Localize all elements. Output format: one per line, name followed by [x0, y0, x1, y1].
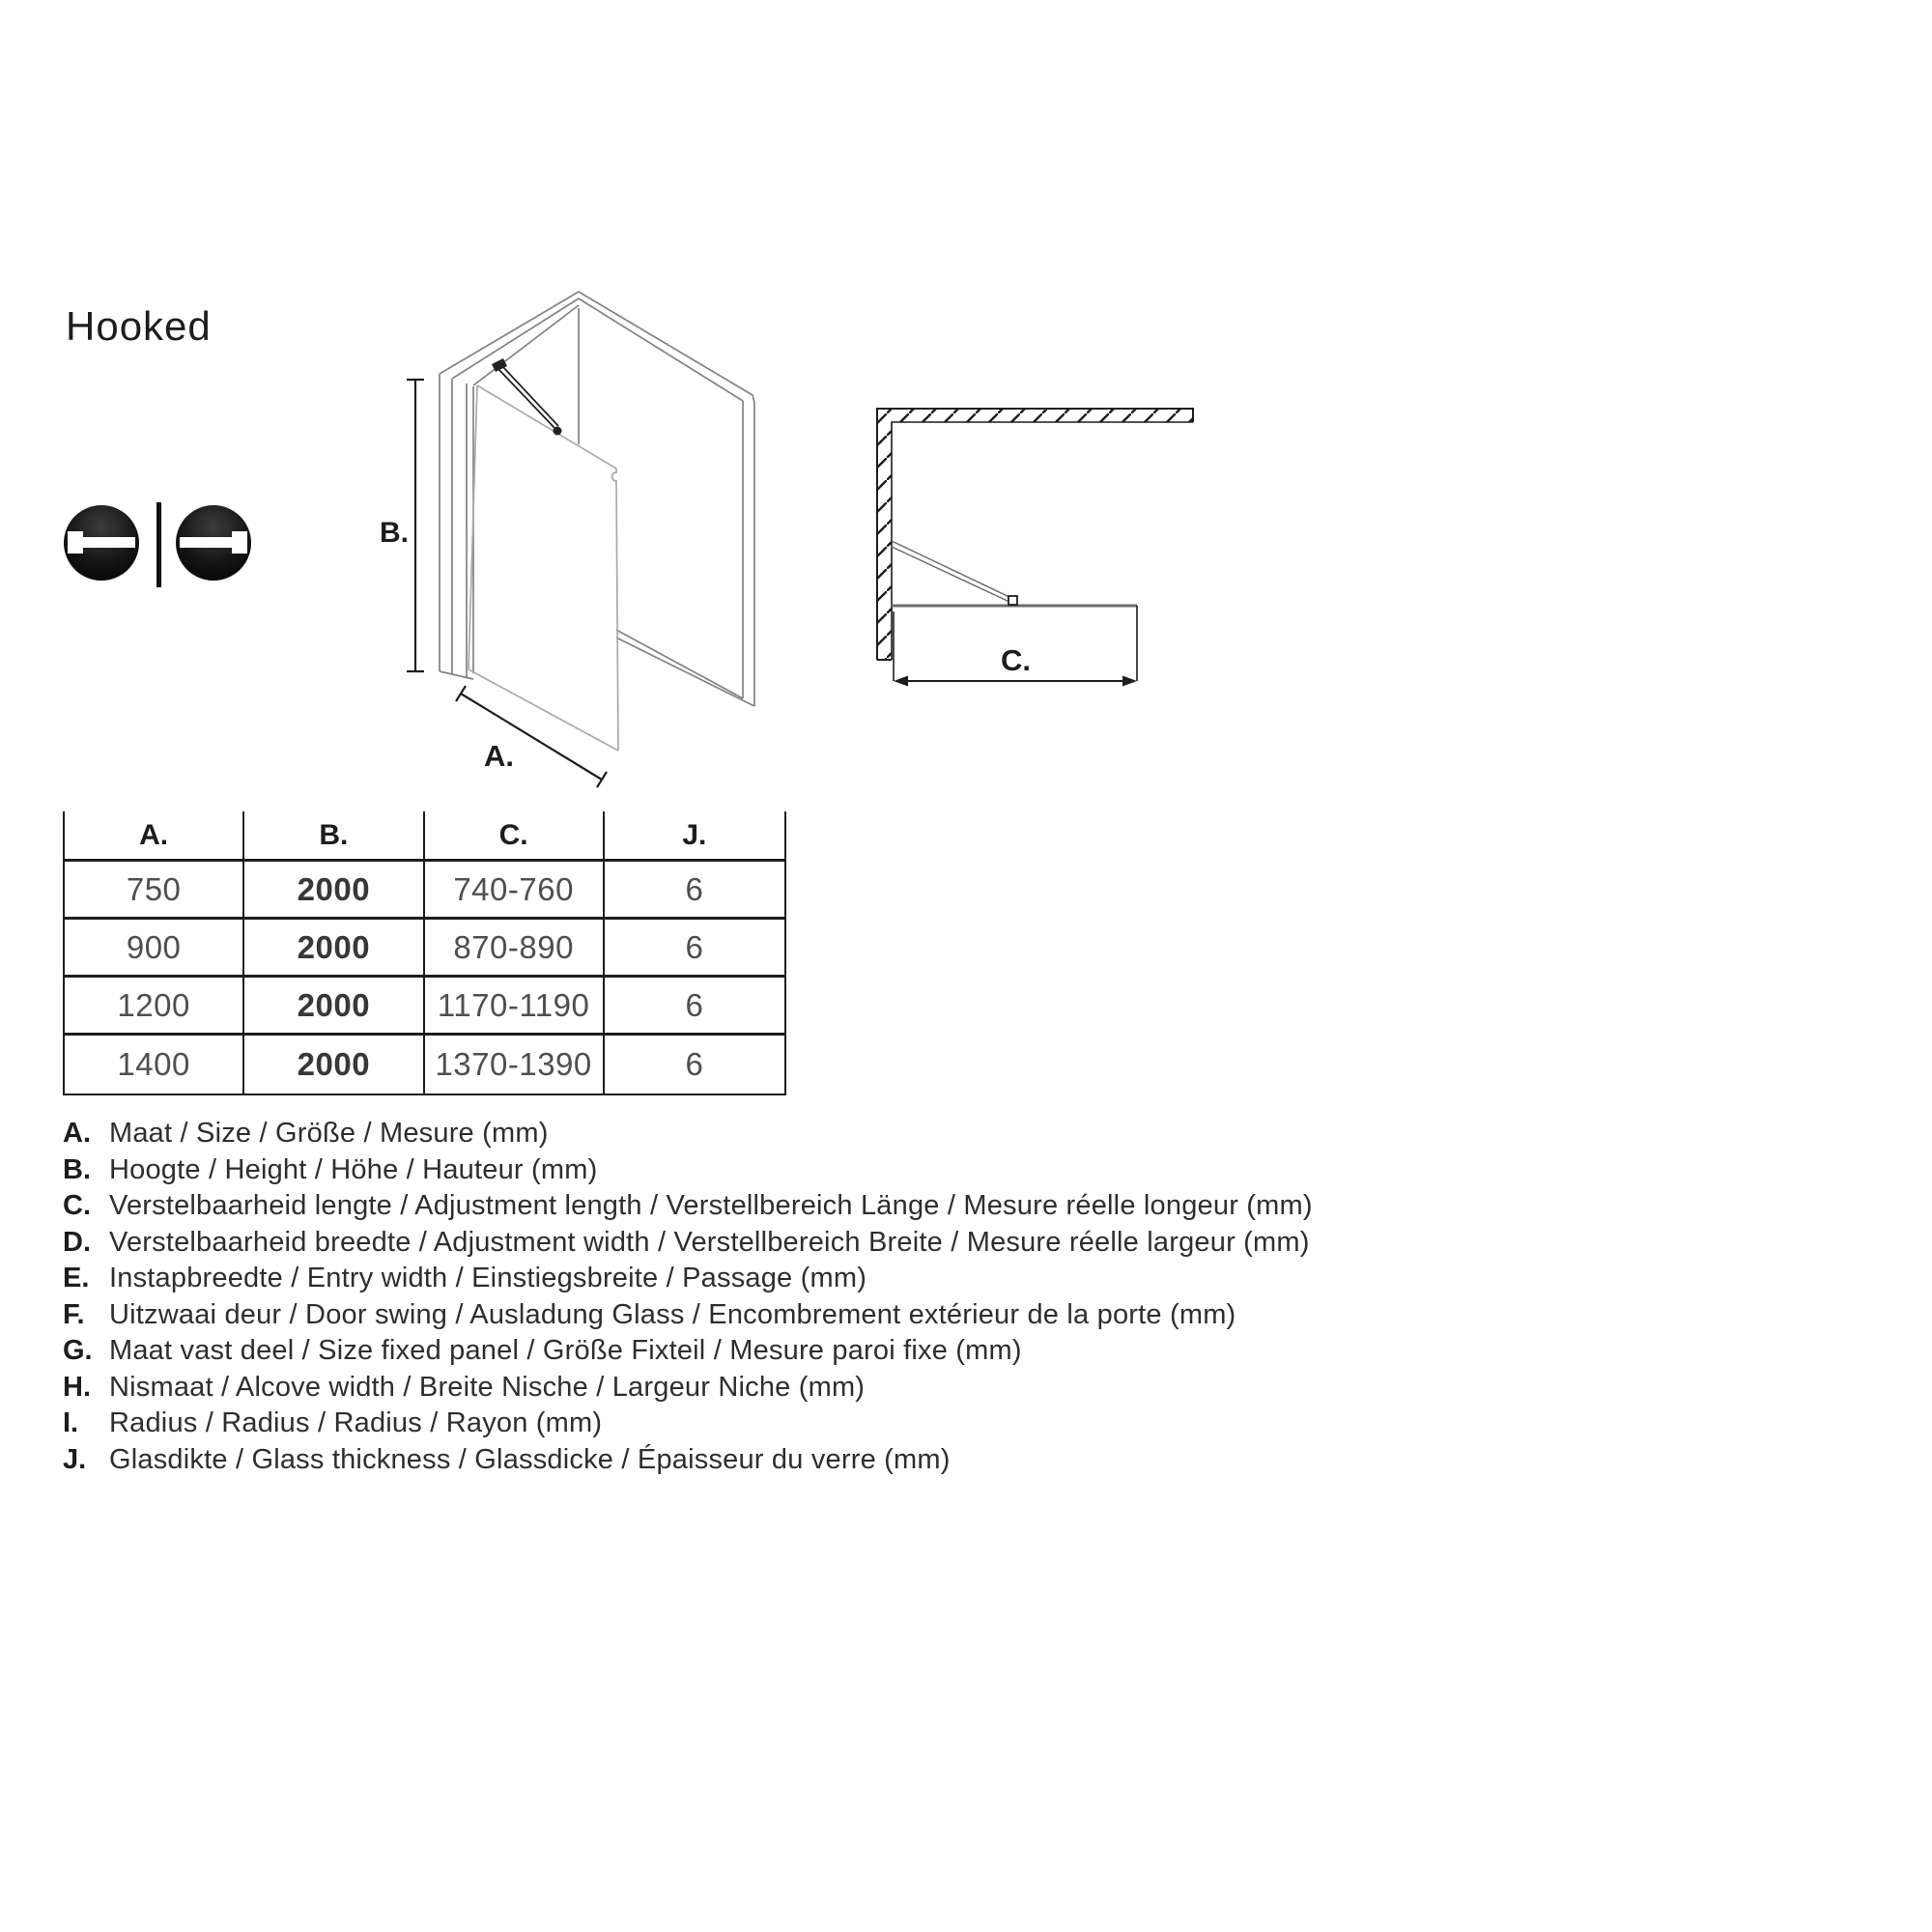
dimension-line-a — [456, 686, 607, 787]
legend-text: Radius / Radius / Radius / Rayon (mm) — [109, 1407, 603, 1438]
dimension-a-label: A. — [484, 739, 514, 773]
legend-text: Verstelbaarheid breedte / Adjustment width / Verstellbereich Breite / Mesure réelle largeur (mm) — [109, 1226, 1310, 1258]
table-cell: 1200 — [65, 978, 244, 1036]
legend-letter: H. — [63, 1371, 91, 1403]
table-cell: 2000 — [244, 1036, 424, 1094]
panel-orientation-left-icon — [64, 505, 139, 581]
legend-item-i — [63, 1407, 1492, 1444]
legend-letter: C. — [63, 1190, 91, 1221]
table-cell: 6 — [605, 978, 784, 1036]
legend-letter: A. — [63, 1118, 91, 1149]
dimension-b-label: B. — [380, 517, 409, 549]
legend-item-f — [63, 1299, 1492, 1336]
wall-lines — [440, 292, 754, 706]
panel-orientation-right-icon — [176, 505, 251, 581]
icon-handle-left — [68, 531, 83, 554]
legend-text: Maat / Size / Größe / Mesure (mm) — [109, 1118, 549, 1149]
glass-panel — [469, 385, 618, 751]
legend-text: Hoogte / Height / Höhe / Hauteur (mm) — [109, 1153, 598, 1185]
icon-circle — [64, 505, 139, 581]
table-cell: 900 — [65, 920, 244, 978]
bar-glass-connector — [554, 427, 562, 436]
legend-letter: J. — [63, 1443, 87, 1475]
table-cell: 6 — [685, 1046, 704, 1082]
stabilizer-bar-plan — [892, 541, 1017, 605]
glass-hook-notch — [612, 469, 619, 751]
legend-letter: F. — [63, 1298, 85, 1330]
legend-letter: B. — [63, 1153, 91, 1185]
table-header-b: B. — [244, 811, 424, 862]
legend-letter: I. — [63, 1407, 79, 1438]
table-cell: 750 — [65, 862, 244, 920]
legend-item-a — [63, 1118, 1492, 1154]
bar-connector-plan — [1009, 596, 1017, 605]
stabilizer-bar — [492, 358, 562, 436]
table-cell: 2000 — [244, 920, 424, 978]
legend-text: Nismaat / Alcove width / Breite Nische / Largeur Niche (mm) — [109, 1371, 866, 1403]
legend-text: Uitzwaai deur / Door swing / Ausladung Glass / Encombrement extérieur de la porte (mm) — [109, 1298, 1236, 1330]
table-cell: 6 — [605, 920, 784, 978]
dimension-line-b — [407, 380, 424, 671]
legend-item-e — [63, 1263, 1492, 1299]
table-header-a: A. — [65, 811, 244, 862]
isometric-shower-drawing — [372, 270, 816, 821]
dimension-legend — [63, 1118, 1492, 1480]
legend-item-h — [63, 1372, 1492, 1408]
legend-letter: G. — [63, 1335, 93, 1366]
icon-handle-right — [232, 531, 247, 554]
table-header-j: J. — [605, 811, 784, 862]
table-cell: 1400 — [65, 1036, 244, 1094]
legend-text: Maat vast deel / Size fixed panel / Größe Fixteil / Mesure paroi fixe (mm) — [109, 1335, 1022, 1366]
table-cell: 1170-1190 — [425, 978, 605, 1036]
legend-letter: D. — [63, 1226, 91, 1258]
table-cell: 1370-1390 — [425, 1036, 605, 1094]
table-cell: 870-890 — [425, 920, 605, 978]
table-cell: 6 — [605, 862, 784, 920]
legend-text: Glasdikte / Glass thickness / Glassdicke / Épaisseur du verre (mm) — [109, 1443, 951, 1475]
table-header-c: C. — [425, 811, 605, 862]
size-table — [63, 811, 786, 1095]
table-cell: 740-760 — [425, 862, 605, 920]
legend-item-j — [63, 1444, 1492, 1481]
legend-text: Instapbreedte / Entry width / Einstiegsbreite / Passage (mm) — [109, 1263, 867, 1293]
plan-view-drawing — [865, 391, 1212, 710]
table-cell: 2000 — [244, 862, 424, 920]
legend-item-b — [63, 1154, 1492, 1191]
icon-separator — [156, 502, 161, 587]
table-cell: 2000 — [244, 978, 424, 1036]
legend-item-d — [63, 1227, 1492, 1264]
legend-item-g — [63, 1335, 1492, 1372]
icon-circle — [176, 505, 251, 581]
legend-item-c — [63, 1190, 1492, 1227]
legend-text: Verstelbaarheid lengte / Adjustment length / Verstellbereich Länge / Mesure réelle longeur (mm) — [109, 1190, 1313, 1221]
dimension-c-label: C. — [1001, 643, 1031, 677]
page-title: Hooked — [66, 303, 212, 349]
wall-section — [877, 409, 1193, 660]
legend-letter: E. — [63, 1263, 90, 1293]
